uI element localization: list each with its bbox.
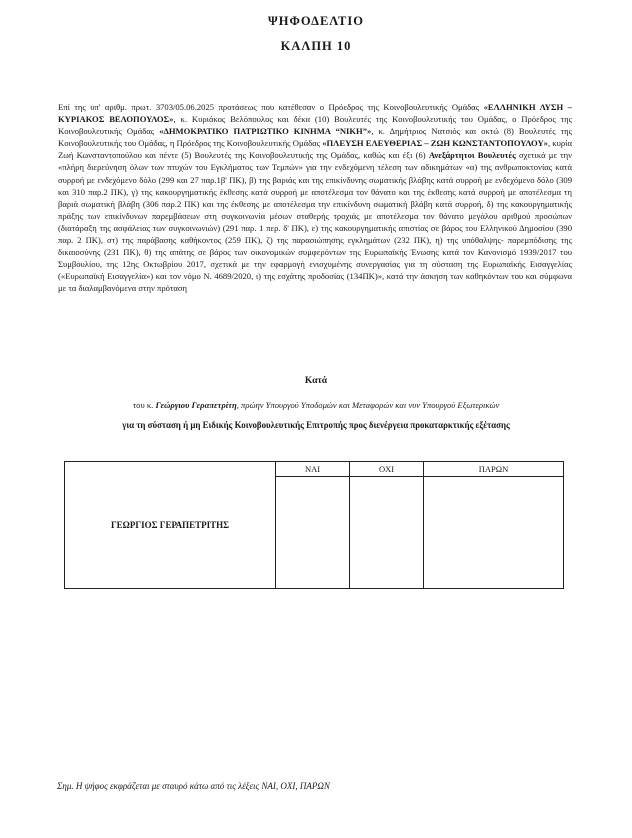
party-name: «ΠΛΕΥΣΗ ΕΛΕΥΘΕΡΙΑΣ – ΖΩΗ ΚΩΝΣΤΑΝΤΟΠΟΥΛΟΥ» — [322, 138, 548, 149]
proposal-text-part: , κυρία Ζωή Κωνσταντοπούλου και πέντε (5) Βουλευτές της Κοινοβουλευτικής της Ομάδας, καθώς και έξι (6) — [58, 138, 572, 161]
vote-box-present[interactable] — [424, 477, 564, 589]
document-title: ΨΗΦΟΔΕΛΤΙΟ — [268, 14, 364, 28]
person-name: Γεώργιου Γεραπετρίτη — [155, 400, 237, 410]
proposal-text-part: , κ. Δημήτριος Νατσιός και οκτώ (8) Βουλευτές της Κοινοβουλευτικής του Ομάδας, η Πρόεδρος της Κοινοβουλευτικής Ομάδας — [58, 126, 573, 149]
person-title: , πρώην Υπουργού Υποδομών και Μεταφορών και νυν Υπουργού Εξωτερικών — [236, 400, 500, 410]
proposal-text-part: Επί της υπ' αριθμ. πρωτ. 3703/05.06.2025 προτάσεως που κατέθεσαν ο Πρόεδρος της Κοινοβουλευτικής Ομάδας — [58, 102, 484, 112]
option-no-header: ΟΧΙ — [350, 462, 424, 477]
person-line — [0, 400, 632, 410]
committee-line: για τη σύσταση ή μη Ειδικής Κοινοβουλευτικής Επιτροπής προς διενέργεια προκαταρκτικής εξέτασης — [122, 420, 510, 430]
option-yes-header: ΝΑΙ — [276, 462, 350, 477]
footnote: Σημ. Η ψήφος εκφράζεται με σταυρό κάτω από τις λέξεις ΝΑΙ, ΟΧΙ, ΠΑΡΩΝ — [57, 781, 330, 791]
ballot-table — [64, 461, 564, 589]
person-prefix: του κ. — [132, 400, 156, 410]
option-present-header: ΠΑΡΩΝ — [424, 462, 564, 477]
vote-box-no[interactable] — [350, 477, 424, 589]
party-name: «ΔΗΜΟΚΡΑΤΙΚΟ ΠΑΤΡΙΩΤΙΚΟ ΚΙΝΗΜΑ “ΝΙΚΗ”» — [159, 126, 372, 137]
against-heading: Κατά — [304, 376, 328, 386]
proposal-text-part: σχετικά με την «πλήρη διερεύνηση όλων των πτυχών του Εγκλήματος των Τεμπών» για την ενδεχόμενη τέλεση των αδικημάτων «α) της ανθρωποκτονίας κατά συρροή με ενδεχόμενο δόλο (299 και 27 παρ.1β' ΠΚ), β) της βαριάς και της επικίνδυνης σωματικής βλάβης κατά συρροή με ενδεχόμενο δόλο (309 και 310 παρ.2 ΠΚ), γ) της κακουργηματικής έκθεσης κατά συρροή με αποτέλεσμα τον θάνατο και της έκθεσης κατά συρροή με αποτέλεσμα τη βαριά σωματική βλάβη (306 παρ.2 ΠΚ) και της έκθεσης με αποτέλεσμα την επικίνδυνη σωματική βλάβη κατά συρροή, δ) της κακουργηματικής πράξης των επικίνδυνων παρεμβάσεων στη συγκοινωνία μέσων σταθερής τροχιάς με αποτέλεσμα τον θάνατο μεγάλου αριθμού προσώπων (διατάραξη της ασφάλειας των συγκοινωνιών) (291 παρ. 1 περ. δ' ΠΚ), ε) της κακουργηματικής απιστίας σε βάρος του Ελληνικού Δημοσίου (390 παρ. 2 ΠΚ), στ) της παράβασης καθήκοντος (259 ΠΚ), ζ) της παρασιώπησης εγκλημάτων (232 ΠΚ), η) της υπόθαλψης- παρεμπόδισης της δικαιοσύνης (231 ΠΚ), θ) της απάτης σε βάρος των οικονομικών συμφερόντων της Ευρωπαϊκής Ένωσης κατά τον Κανονισμό 1939/2017 του Συμβουλίου, της 12ης Οκτωβρίου 2017, σχετικά με την εφαρμογή ενισχυμένης συνεργασίας για τη σύσταση της Ευρωπαϊκής Εισαγγελίας («Ευρωπαϊκή Εισαγγελία») και τον νόμο Ν. 4689/2020, ι) της εσχάτης προδοσίας (134ΠΚ)», κατά την άσκηση των καθηκόντων του και σύμφωνα με τα διαλαμβανόμενα στην πρόταση — [58, 150, 572, 294]
proposal-text-part: , κ. Κυριάκος Βελόπουλος και δέκα (10) Βουλευτές της Κοινοβουλευτικής του Ομάδας, ο Πρόεδρος της Κοινοβουλευτικής Ομάδας — [58, 114, 573, 137]
candidate-name: ΓΕΩΡΓΙΟΣ ΓΕΡΑΠΕΤΡΙΤΗΣ — [65, 462, 276, 589]
party-name: «ΕΛΛΗΝΙΚΗ ΛΥΣΗ – ΚΥΡΙΑΚΟΣ ΒΕΛΟΠΟΥΛΟΣ» — [58, 102, 572, 125]
vote-box-yes[interactable] — [276, 477, 350, 589]
party-name: Ανεξάρτητοι Βουλευτές — [428, 150, 516, 161]
proposal-text — [58, 101, 572, 295]
ballot-box-number: ΚΑΛΠΗ 10 — [280, 39, 352, 53]
